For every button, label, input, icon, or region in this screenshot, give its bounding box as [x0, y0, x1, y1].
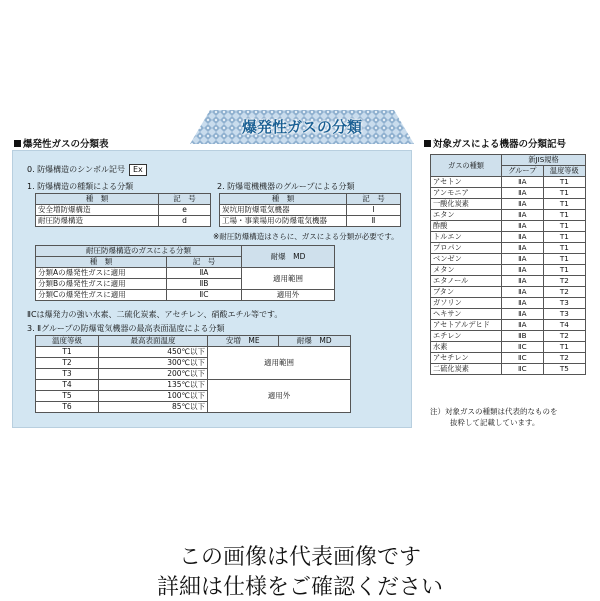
sec1-title: 1. 防爆構造の種類による分類 — [27, 182, 134, 191]
left-section-heading — [14, 136, 109, 150]
table-row — [431, 177, 586, 188]
table-cell: T1 — [543, 221, 585, 232]
sec3-header-me: 安増 ME — [208, 336, 279, 347]
table-cell: プロパン — [431, 243, 502, 254]
table-cell: アセチレン — [431, 353, 502, 364]
table-cell: ⅡC — [502, 353, 544, 364]
table-cell: 工場・事業場用の防爆電気機器 — [220, 216, 347, 227]
table-cell: ⅡA — [502, 287, 544, 298]
sec2-header-symbol: 記 号 — [347, 194, 401, 205]
symbol-row — [27, 164, 147, 176]
table-cell: アセトン — [431, 177, 502, 188]
table-row — [431, 276, 586, 287]
sec-d-title: 耐圧防爆構造のガスによる分類 — [36, 246, 242, 257]
gas-note-line1: 注）対象ガスの種類は代表的なものを — [430, 407, 558, 416]
table-cell: T1 — [36, 347, 99, 358]
classification-panel — [12, 150, 412, 428]
table-cell: ⅡC — [502, 364, 544, 375]
table-cell: T1 — [543, 243, 585, 254]
table-cell: ベンゼン — [431, 254, 502, 265]
table-cell: T6 — [36, 402, 99, 413]
gas-header-group: グループ — [502, 166, 544, 177]
table-row — [431, 364, 586, 375]
table-cell: ⅡA — [502, 210, 544, 221]
symbol-label: 0. 防爆構造のシンボル記号 — [27, 165, 125, 174]
table-cell: 分類Bの爆発性ガスに適用 — [36, 279, 167, 290]
sec-d-note: ⅡCは爆発力の強い水素、二硫化炭素、アセチレン、硝酸エチル等です。 — [27, 310, 283, 319]
table-cell: 炭坑用防爆電気機器 — [220, 205, 347, 216]
table-cell: ⅡB — [502, 331, 544, 342]
gas-header-temp: 温度等級 — [543, 166, 585, 177]
table-cell: アセトアルデヒド — [431, 320, 502, 331]
sec3-range: 適用範囲 — [208, 347, 351, 380]
table-cell: 300℃以下 — [99, 358, 208, 369]
table-cell: エタノール — [431, 276, 502, 287]
table-row — [431, 232, 586, 243]
sec3-header-class: 温度等級 — [36, 336, 99, 347]
sec1-table — [35, 193, 211, 227]
table-cell: ⅡA — [502, 177, 544, 188]
table-row — [431, 210, 586, 221]
table-cell: T3 — [543, 298, 585, 309]
table-cell: T5 — [36, 391, 99, 402]
title-banner — [188, 108, 416, 146]
table-cell: 分類Cの爆発性ガスに適用 — [36, 290, 167, 301]
table-row — [431, 287, 586, 298]
square-bullet-icon — [424, 140, 431, 147]
sec3-header-md: 耐爆 MD — [278, 336, 350, 347]
table-cell: 一酸化炭素 — [431, 199, 502, 210]
table-cell: ⅡA — [502, 221, 544, 232]
table-cell: ヘキサン — [431, 309, 502, 320]
sec-d-header-symbol: 記 号 — [167, 257, 242, 268]
sec2-title: 2. 防爆電機機器のグループによる分類 — [217, 182, 355, 191]
table-cell: ⅡA — [167, 268, 242, 279]
table-cell: Ⅰ — [347, 205, 401, 216]
sec3-out: 適用外 — [208, 380, 351, 413]
sec2-header-type: 種 類 — [220, 194, 347, 205]
gas-panel — [424, 150, 588, 426]
table-cell: 二硫化炭素 — [431, 364, 502, 375]
table-cell: 水素 — [431, 342, 502, 353]
sec1-header-symbol: 記 号 — [159, 194, 211, 205]
sec-d-range: 適用範囲 — [242, 268, 335, 290]
gas-note-line2: 抜粋して記載しています。 — [450, 418, 540, 427]
gas-header-jis: 新JIS規格 — [502, 155, 586, 166]
table-row — [431, 331, 586, 342]
table-cell: 450℃以下 — [99, 347, 208, 358]
table-row — [431, 353, 586, 364]
table-cell: ⅡA — [502, 309, 544, 320]
sec3-title: 3. Ⅱグループの防爆電気機器の最高表面温度による分類 — [27, 324, 225, 333]
table-cell: T2 — [543, 276, 585, 287]
table-cell: ⅡA — [502, 298, 544, 309]
banner-title: 爆発性ガスの分類 — [241, 118, 362, 136]
square-bullet-icon — [14, 140, 21, 147]
table-cell: T1 — [543, 342, 585, 353]
table-row — [431, 320, 586, 331]
table-cell: ⅡA — [502, 265, 544, 276]
sec2-note: ※耐圧防爆構造はさらに、ガスによる分類が必要です。 — [213, 232, 399, 241]
table-cell: T2 — [36, 358, 99, 369]
table-cell: 分類Aの爆発性ガスに適用 — [36, 268, 167, 279]
table-cell: エタン — [431, 210, 502, 221]
table-row — [431, 342, 586, 353]
table-cell: T1 — [543, 254, 585, 265]
table-row — [431, 309, 586, 320]
sec-d-header-type: 種 類 — [36, 257, 167, 268]
footer-line2: 詳細は仕様をご確認ください — [156, 575, 443, 600]
table-cell: アンモニア — [431, 188, 502, 199]
table-cell: T1 — [543, 232, 585, 243]
table-cell: 安全増防爆構造 — [36, 205, 159, 216]
table-cell: T1 — [543, 265, 585, 276]
sec-d-header-md: 耐爆 MD — [242, 246, 335, 268]
table-cell: T2 — [543, 331, 585, 342]
table-cell: T3 — [543, 309, 585, 320]
table-cell: 85℃以下 — [99, 402, 208, 413]
table-cell: 100℃以下 — [99, 391, 208, 402]
table-row — [431, 265, 586, 276]
table-cell: ⅡA — [502, 320, 544, 331]
table-cell: d — [159, 216, 211, 227]
table-cell: ⅡA — [502, 276, 544, 287]
sec2-table — [219, 193, 401, 227]
table-cell: T1 — [543, 199, 585, 210]
footer-line1: この画像は代表画像です — [178, 545, 421, 570]
table-cell: ガソリン — [431, 298, 502, 309]
table-cell: T4 — [543, 320, 585, 331]
table-cell: ⅡC — [502, 342, 544, 353]
sec1-header-type: 種 類 — [36, 194, 159, 205]
table-cell: ブタン — [431, 287, 502, 298]
gas-table — [430, 154, 586, 375]
table-cell: Ⅱ — [347, 216, 401, 227]
table-cell: トルエン — [431, 232, 502, 243]
table-cell: T1 — [543, 188, 585, 199]
table-cell: メタン — [431, 265, 502, 276]
table-cell: ⅡA — [502, 254, 544, 265]
sec-d-out: 適用外 — [242, 290, 335, 301]
right-title-text: 対象ガスによる機器の分類記号 — [433, 139, 567, 150]
table-cell: 200℃以下 — [99, 369, 208, 380]
table-cell: T5 — [543, 364, 585, 375]
table-cell: ⅡA — [502, 243, 544, 254]
gas-header-type: ガスの種類 — [431, 155, 502, 177]
table-cell: ⅡC — [167, 290, 242, 301]
table-row — [431, 243, 586, 254]
sec3-header-temp: 最高表面温度 — [99, 336, 208, 347]
table-cell: T2 — [543, 353, 585, 364]
table-row — [431, 254, 586, 265]
right-section-heading — [424, 136, 566, 150]
table-cell: エチレン — [431, 331, 502, 342]
table-cell: ⅡB — [167, 279, 242, 290]
sec3-table — [35, 335, 351, 413]
table-cell: 耐圧防爆構造 — [36, 216, 159, 227]
table-cell: T1 — [543, 210, 585, 221]
table-row — [431, 221, 586, 232]
table-cell: 135℃以下 — [99, 380, 208, 391]
table-cell: T1 — [543, 177, 585, 188]
table-cell: e — [159, 205, 211, 216]
table-cell: T2 — [543, 287, 585, 298]
table-cell: 酢酸 — [431, 221, 502, 232]
table-cell: T3 — [36, 369, 99, 380]
table-cell: T4 — [36, 380, 99, 391]
table-row — [431, 188, 586, 199]
table-row — [431, 199, 586, 210]
sec-d-table — [35, 245, 335, 301]
table-cell: ⅡA — [502, 199, 544, 210]
left-title-text: 爆発性ガスの分類表 — [23, 139, 109, 150]
table-row — [431, 298, 586, 309]
table-cell: ⅡA — [502, 232, 544, 243]
symbol-value: Ex — [129, 164, 147, 176]
table-cell: ⅡA — [502, 188, 544, 199]
